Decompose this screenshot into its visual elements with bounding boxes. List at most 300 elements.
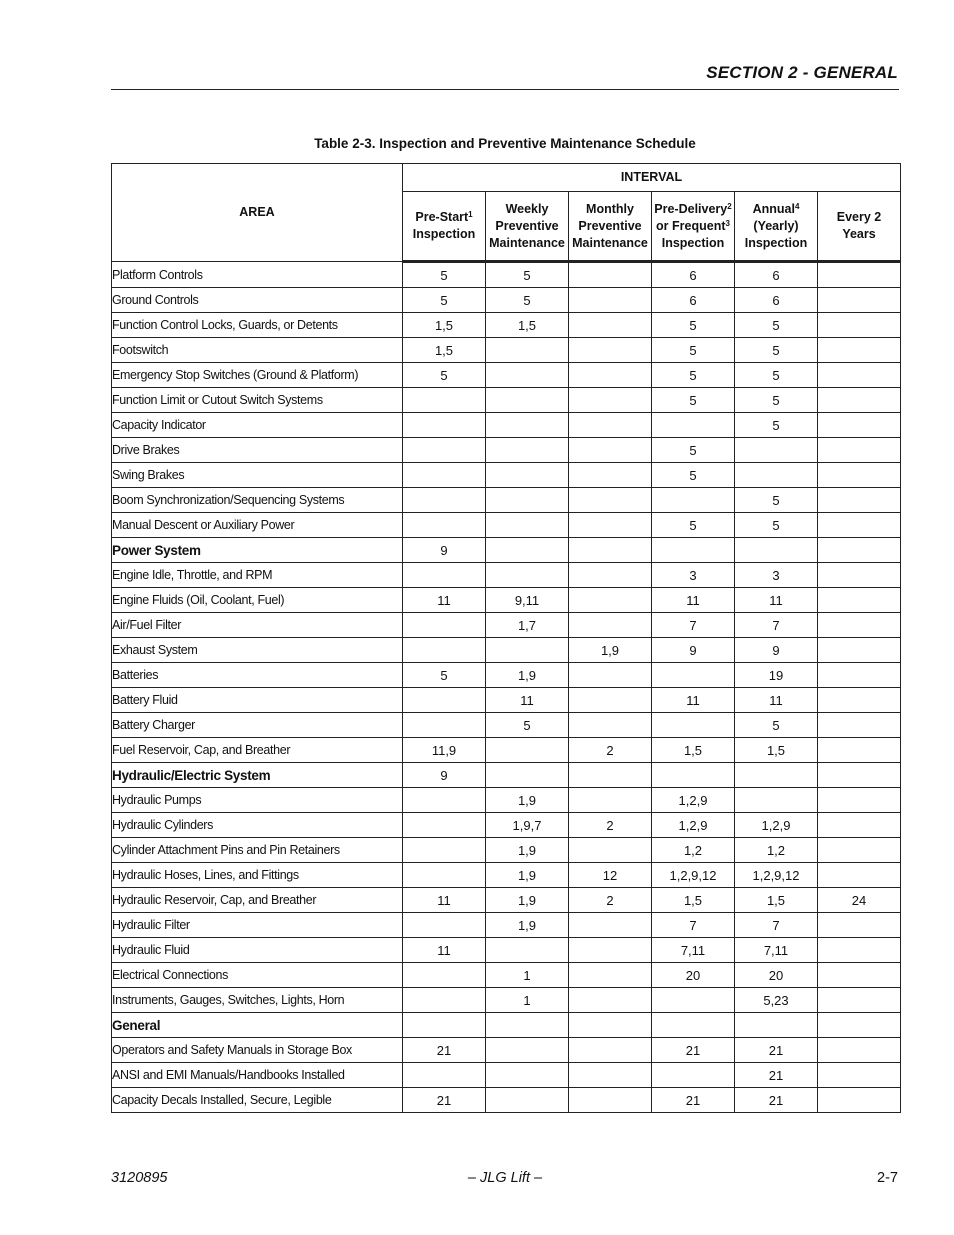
interval-cell <box>569 488 652 513</box>
interval-cell <box>569 938 652 963</box>
interval-cell <box>818 413 901 438</box>
interval-cell: 1,5 <box>403 313 486 338</box>
table-row <box>112 738 901 763</box>
interval-cell <box>403 488 486 513</box>
interval-cell <box>403 838 486 863</box>
column-header-line: Monthly <box>586 201 634 216</box>
interval-cell <box>818 688 901 713</box>
table-group-row <box>112 763 901 788</box>
area-name: Engine Fluids (Oil, Coolant, Fuel) <box>112 588 403 613</box>
table-row <box>112 988 901 1013</box>
interval-cell <box>735 438 818 463</box>
interval-cell: 1 <box>486 963 569 988</box>
interval-cell <box>735 788 818 813</box>
interval-cell: 5 <box>735 388 818 413</box>
interval-cell: 1,9 <box>486 913 569 938</box>
table-group-row <box>112 1013 901 1038</box>
interval-cell: 6 <box>735 262 818 288</box>
area-name: Hydraulic Fluid <box>112 938 403 963</box>
interval-cell <box>569 663 652 688</box>
interval-cell <box>486 1088 569 1113</box>
interval-cell <box>486 738 569 763</box>
area-name: Cylinder Attachment Pins and Pin Retainers <box>112 838 403 863</box>
interval-cell <box>652 763 735 788</box>
column-header-line: (Yearly) <box>753 218 799 233</box>
interval-cell: 1,5 <box>486 313 569 338</box>
interval-cell <box>486 413 569 438</box>
interval-cell: 1,9 <box>569 638 652 663</box>
interval-cell: 5 <box>403 288 486 313</box>
column-header <box>569 192 652 262</box>
area-name: Batteries <box>112 663 403 688</box>
interval-cell: 21 <box>735 1088 818 1113</box>
interval-cell: 5 <box>735 413 818 438</box>
column-header-line: Preventive <box>578 218 642 233</box>
interval-cell <box>403 438 486 463</box>
interval-cell: 1,9 <box>486 863 569 888</box>
interval-cell <box>403 788 486 813</box>
column-header-line: or Frequent <box>656 218 726 233</box>
interval-cell <box>818 588 901 613</box>
interval-cell <box>818 338 901 363</box>
table-row <box>112 663 901 688</box>
area-name: Instruments, Gauges, Switches, Lights, Horn <box>112 988 403 1013</box>
column-header-line: Preventive <box>495 218 559 233</box>
interval-cell: 5 <box>735 338 818 363</box>
interval-cell: 5 <box>735 513 818 538</box>
interval-cell: 11 <box>652 688 735 713</box>
table-row <box>112 688 901 713</box>
interval-cell <box>652 663 735 688</box>
interval-cell: 6 <box>652 288 735 313</box>
area-name: Battery Charger <box>112 713 403 738</box>
interval-cell <box>403 513 486 538</box>
interval-cell <box>818 262 901 288</box>
interval-cell: 7,11 <box>735 938 818 963</box>
interval-cell: 11 <box>652 588 735 613</box>
interval-cell: 9 <box>652 638 735 663</box>
section-title: SECTION 2 - GENERAL <box>706 63 898 82</box>
header-rule <box>111 89 899 90</box>
interval-cell <box>652 488 735 513</box>
interval-cell: 11 <box>403 888 486 913</box>
interval-cell: 5 <box>486 288 569 313</box>
column-header <box>735 192 818 262</box>
table-row <box>112 888 901 913</box>
interval-cell <box>818 388 901 413</box>
area-name: Hydraulic Filter <box>112 913 403 938</box>
interval-cell: 21 <box>652 1088 735 1113</box>
interval-cell: 20 <box>735 963 818 988</box>
interval-cell <box>652 1013 735 1038</box>
interval-cell <box>818 563 901 588</box>
interval-cell <box>569 413 652 438</box>
interval-cell <box>652 1063 735 1088</box>
interval-cell <box>569 338 652 363</box>
interval-cell: 11,9 <box>403 738 486 763</box>
interval-cell: 2 <box>569 738 652 763</box>
table-row <box>112 262 901 288</box>
interval-cell <box>818 1038 901 1063</box>
column-header-line: Every 2 <box>836 210 882 224</box>
interval-cell: 1,9,7 <box>486 813 569 838</box>
column-header <box>818 192 901 262</box>
interval-cell: 9 <box>403 538 486 563</box>
table-row <box>112 863 901 888</box>
footnote-marker: 4 <box>794 201 800 211</box>
group-heading: Hydraulic/Electric System <box>112 763 403 788</box>
interval-cell <box>818 788 901 813</box>
area-name: Air/Fuel Filter <box>112 613 403 638</box>
interval-cell: 11 <box>403 588 486 613</box>
area-name: Emergency Stop Switches (Ground & Platform) <box>112 363 403 388</box>
table-row <box>112 513 901 538</box>
interval-cell: 7 <box>735 613 818 638</box>
table-row <box>112 1088 901 1113</box>
area-name: Hydraulic Reservoir, Cap, and Breather <box>112 888 403 913</box>
interval-cell: 7 <box>735 913 818 938</box>
interval-cell <box>486 1038 569 1063</box>
interval-cell: 3 <box>735 563 818 588</box>
interval-cell <box>403 688 486 713</box>
interval-cell <box>403 638 486 663</box>
table-title: Table 2-3. Inspection and Preventive Maintenance Schedule <box>314 136 696 151</box>
page-number: 2-7 <box>877 1170 898 1186</box>
schedule-rows <box>112 262 901 1113</box>
table-row <box>112 838 901 863</box>
interval-cell <box>569 1038 652 1063</box>
interval-cell: 21 <box>735 1038 818 1063</box>
interval-cell: 1,2,9 <box>652 788 735 813</box>
table-row <box>112 963 901 988</box>
area-name: ANSI and EMI Manuals/Handbooks Installed <box>112 1063 403 1088</box>
table-row <box>112 613 901 638</box>
interval-cell <box>486 513 569 538</box>
interval-cell <box>818 863 901 888</box>
interval-cell: 5 <box>403 262 486 288</box>
table-row <box>112 1063 901 1088</box>
interval-cell <box>569 538 652 563</box>
interval-cell <box>569 463 652 488</box>
column-header <box>652 192 735 262</box>
interval-cell <box>818 763 901 788</box>
interval-cell: 6 <box>652 262 735 288</box>
interval-cell <box>569 1013 652 1038</box>
interval-cell: 1,2 <box>735 838 818 863</box>
interval-cell <box>818 913 901 938</box>
interval-cell <box>818 313 901 338</box>
interval-cell: 5 <box>735 363 818 388</box>
interval-cell <box>403 463 486 488</box>
interval-cell: 20 <box>652 963 735 988</box>
interval-cell <box>486 488 569 513</box>
group-heading: General <box>112 1013 403 1038</box>
interval-cell <box>569 438 652 463</box>
interval-cell <box>569 788 652 813</box>
table-row <box>112 1038 901 1063</box>
interval-cell: 2 <box>569 813 652 838</box>
table-row <box>112 788 901 813</box>
interval-cell <box>569 313 652 338</box>
table-row <box>112 338 901 363</box>
interval-cell <box>486 438 569 463</box>
interval-cell: 21 <box>735 1063 818 1088</box>
interval-cell: 5 <box>403 663 486 688</box>
interval-cell <box>403 1013 486 1038</box>
interval-cell: 9,11 <box>486 588 569 613</box>
interval-cell: 1,9 <box>486 663 569 688</box>
area-name: Footswitch <box>112 338 403 363</box>
interval-cell: 1,5 <box>735 738 818 763</box>
interval-cell: 9 <box>735 638 818 663</box>
column-header-line: Maintenance <box>489 235 565 250</box>
column-header-line: Years <box>842 227 876 241</box>
interval-cell <box>818 463 901 488</box>
interval-cell: 5 <box>652 363 735 388</box>
interval-cell <box>818 438 901 463</box>
area-name: Swing Brakes <box>112 463 403 488</box>
interval-cell <box>569 262 652 288</box>
interval-cell <box>818 738 901 763</box>
area-name: Hydraulic Hoses, Lines, and Fittings <box>112 863 403 888</box>
table-row <box>112 288 901 313</box>
area-name: Drive Brakes <box>112 438 403 463</box>
interval-cell <box>569 688 652 713</box>
interval-cell <box>652 538 735 563</box>
interval-cell: 5 <box>735 313 818 338</box>
interval-cell: 1,5 <box>403 338 486 363</box>
table-row <box>112 638 901 663</box>
table-row <box>112 938 901 963</box>
interval-cell <box>569 563 652 588</box>
interval-cell <box>818 1088 901 1113</box>
interval-cell <box>403 913 486 938</box>
interval-cell <box>818 1013 901 1038</box>
interval-cell <box>569 988 652 1013</box>
interval-cell <box>818 288 901 313</box>
interval-cell <box>569 613 652 638</box>
interval-cell: 5 <box>735 488 818 513</box>
table-group-row <box>112 538 901 563</box>
column-header-line: Inspection <box>412 227 476 241</box>
interval-cell <box>818 613 901 638</box>
interval-cell: 5 <box>652 513 735 538</box>
interval-cell <box>652 713 735 738</box>
interval-cell <box>735 463 818 488</box>
interval-cell <box>818 1063 901 1088</box>
area-name: Capacity Indicator <box>112 413 403 438</box>
interval-cell: 7,11 <box>652 938 735 963</box>
interval-cell <box>569 513 652 538</box>
interval-cell: 1,2,9,12 <box>652 863 735 888</box>
interval-cell <box>486 638 569 663</box>
interval-cell: 5 <box>486 713 569 738</box>
interval-cell <box>486 363 569 388</box>
column-header-line: Maintenance <box>572 235 648 250</box>
interval-cell: 5 <box>652 388 735 413</box>
interval-cell <box>818 813 901 838</box>
column-header-line: Annual <box>752 201 795 216</box>
table-row <box>112 363 901 388</box>
footnote-marker: 3 <box>725 218 730 228</box>
interval-cell <box>403 613 486 638</box>
interval-cell <box>818 713 901 738</box>
interval-cell <box>818 538 901 563</box>
interval-cell: 11 <box>486 688 569 713</box>
interval-cell: 5 <box>403 363 486 388</box>
interval-cell <box>569 838 652 863</box>
interval-cell: 7 <box>652 613 735 638</box>
interval-cell: 1,2 <box>652 838 735 863</box>
interval-cell <box>818 488 901 513</box>
area-name: Boom Synchronization/Sequencing Systems <box>112 488 403 513</box>
interval-cell <box>818 663 901 688</box>
interval-cell <box>735 763 818 788</box>
interval-cell <box>569 363 652 388</box>
interval-cell <box>403 963 486 988</box>
interval-cell: 21 <box>652 1038 735 1063</box>
column-header-line: Pre-Start <box>415 210 469 224</box>
table-row <box>112 313 901 338</box>
maintenance-schedule-table <box>111 163 901 1113</box>
interval-cell: 5,23 <box>735 988 818 1013</box>
interval-cell: 1,9 <box>486 838 569 863</box>
interval-cell <box>403 388 486 413</box>
table-row <box>112 563 901 588</box>
interval-cell <box>569 1063 652 1088</box>
interval-cell: 12 <box>569 863 652 888</box>
interval-cell <box>403 713 486 738</box>
table-row <box>112 713 901 738</box>
interval-cell: 24 <box>818 888 901 913</box>
column-header-line: Inspection <box>744 235 808 250</box>
interval-cell: 11 <box>735 588 818 613</box>
area-name: Exhaust System <box>112 638 403 663</box>
column-header <box>403 192 486 262</box>
interval-cell: 2 <box>569 888 652 913</box>
interval-cell: 5 <box>652 463 735 488</box>
group-heading: Power System <box>112 538 403 563</box>
interval-cell <box>818 838 901 863</box>
interval-cell: 6 <box>735 288 818 313</box>
column-header-line: Weekly <box>505 201 549 216</box>
interval-cell: 5 <box>486 262 569 288</box>
interval-cell: 3 <box>652 563 735 588</box>
area-name: Battery Fluid <box>112 688 403 713</box>
column-header <box>486 192 569 262</box>
interval-cell: 19 <box>735 663 818 688</box>
interval-cell <box>569 288 652 313</box>
interval-cell <box>486 938 569 963</box>
interval-cell: 21 <box>403 1038 486 1063</box>
interval-cell <box>569 713 652 738</box>
doc-number: 3120895 <box>111 1170 168 1186</box>
interval-cell <box>403 413 486 438</box>
interval-cell <box>486 1013 569 1038</box>
area-name: Capacity Decals Installed, Secure, Legible <box>112 1088 403 1113</box>
interval-cell <box>735 1013 818 1038</box>
interval-cell <box>569 588 652 613</box>
area-column-header: AREA <box>112 164 403 262</box>
area-name: Operators and Safety Manuals in Storage Box <box>112 1038 403 1063</box>
area-name: Fuel Reservoir, Cap, and Breather <box>112 738 403 763</box>
interval-cell <box>403 813 486 838</box>
interval-cell: 1,2,9 <box>735 813 818 838</box>
interval-cell: 5 <box>735 713 818 738</box>
area-name: Hydraulic Cylinders <box>112 813 403 838</box>
interval-cell <box>403 988 486 1013</box>
interval-cell: 1,2,9 <box>652 813 735 838</box>
interval-cell <box>735 538 818 563</box>
table-row <box>112 913 901 938</box>
interval-cell <box>569 913 652 938</box>
table-row <box>112 438 901 463</box>
column-header-line: Inspection <box>661 235 725 250</box>
area-name: Electrical Connections <box>112 963 403 988</box>
interval-cell <box>486 1063 569 1088</box>
area-name: Platform Controls <box>112 262 403 288</box>
table-row <box>112 413 901 438</box>
interval-cell <box>818 963 901 988</box>
area-name: Hydraulic Pumps <box>112 788 403 813</box>
interval-cell: 5 <box>652 438 735 463</box>
interval-cell <box>486 563 569 588</box>
area-name: Ground Controls <box>112 288 403 313</box>
interval-header: INTERVAL <box>403 164 901 192</box>
interval-cell: 1 <box>486 988 569 1013</box>
column-header-line: Pre-Delivery <box>654 201 728 216</box>
table-row <box>112 388 901 413</box>
interval-cell <box>652 413 735 438</box>
footnote-marker: 2 <box>727 201 732 211</box>
area-name: Engine Idle, Throttle, and RPM <box>112 563 403 588</box>
interval-cell <box>403 863 486 888</box>
interval-cell <box>569 763 652 788</box>
interval-cell: 11 <box>403 938 486 963</box>
interval-cell: 7 <box>652 913 735 938</box>
interval-cell <box>652 988 735 1013</box>
interval-cell <box>818 988 901 1013</box>
table-row <box>112 463 901 488</box>
interval-cell: 21 <box>403 1088 486 1113</box>
interval-cell <box>818 513 901 538</box>
interval-cell: 1,9 <box>486 888 569 913</box>
interval-cell <box>569 388 652 413</box>
footnote-marker: 1 <box>468 210 473 219</box>
interval-cell: 5 <box>652 338 735 363</box>
interval-cell: 1,9 <box>486 788 569 813</box>
interval-cell <box>486 338 569 363</box>
interval-cell: 1,7 <box>486 613 569 638</box>
interval-cell <box>486 463 569 488</box>
table-row <box>112 588 901 613</box>
interval-cell <box>486 763 569 788</box>
interval-cell: 9 <box>403 763 486 788</box>
interval-cell <box>818 938 901 963</box>
interval-cell <box>403 563 486 588</box>
area-name: Function Control Locks, Guards, or Detents <box>112 313 403 338</box>
interval-cell <box>403 1063 486 1088</box>
interval-cell: 1,5 <box>652 738 735 763</box>
interval-cell <box>818 363 901 388</box>
interval-cell: 11 <box>735 688 818 713</box>
area-name: Manual Descent or Auxiliary Power <box>112 513 403 538</box>
area-name: Function Limit or Cutout Switch Systems <box>112 388 403 413</box>
interval-cell <box>569 1088 652 1113</box>
interval-cell: 5 <box>652 313 735 338</box>
interval-cell: 1,5 <box>735 888 818 913</box>
interval-cell <box>486 538 569 563</box>
